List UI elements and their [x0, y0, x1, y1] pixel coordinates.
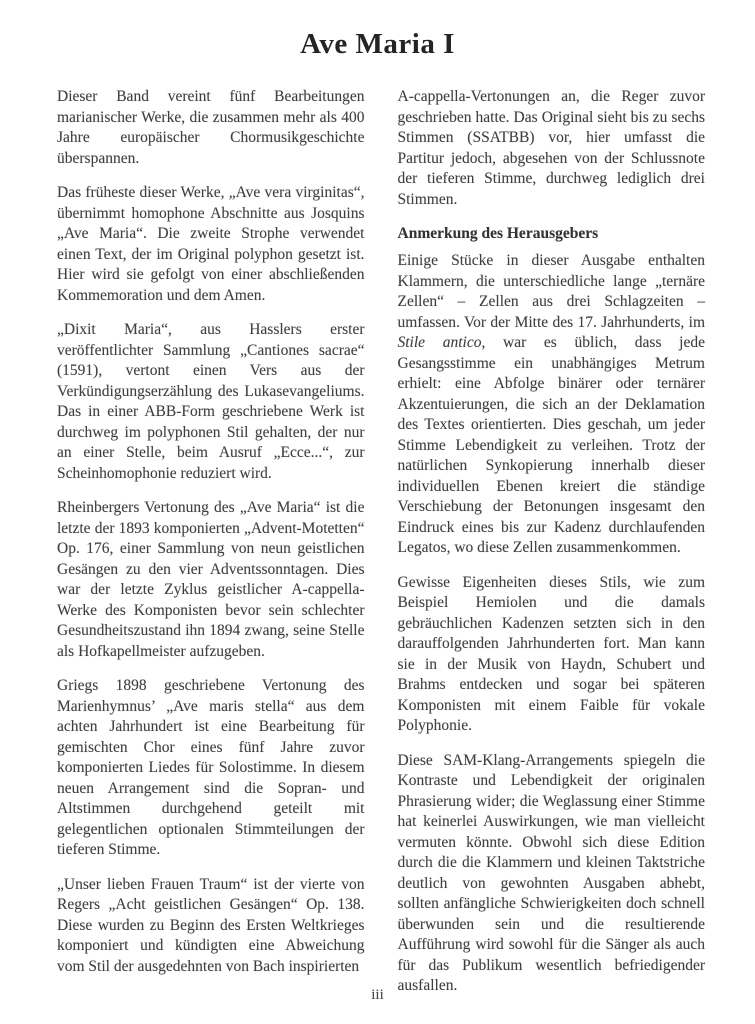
page-footer [0, 986, 755, 1004]
two-column-layout [0, 61, 755, 997]
editor-note-text-after: , war es üblich, dass jede Gesangsstimme ein unabhängiges Metrum erhielt: eine Abfolge binärer oder ternärer Akzentuierungen, die sich an der Deklamation des Textes orientierten. Dies geschah, um jeder Stimme Lebendigkeit zu verleihen. Trotz der natürlichen Synkopierung innerhalb dieser individuellen Ebenen kreiert die ständige Verschiebung der Betonungen insgesamt den Eindruck eines bis zur Kadenz durchlaufenden Legatos, wo diese Zellen zusammenkommen. [397, 334, 705, 556]
body-paragraph: „Unser lieben Frauen Traum“ ist der vierte von Regers „Acht geistlichen Gesängen“ Op. 138. Diese wurden zu Beginn des Ersten Weltkrieges komponiert und kündigten eine Abweichung vom Stil der ausgedehnten von Bach inspirierten [57, 875, 365, 975]
body-paragraph: Das früheste dieser Werke, „Ave vera virginitas“, übernimmt homophone Abschnitte aus Josquins „Ave Maria“. Die zweite Strophe verwendet einen Text, der im Original polyphon gesetzt ist. Hier wird sie gefolgt von einer abschließenden Kommemoration und dem Amen. [57, 184, 365, 304]
editor-note-paragraph [398, 251, 706, 559]
right-column [398, 87, 706, 997]
body-paragraph: „Dixit Maria“, aus Hasslers erster veröffentlichter Sammlung „Cantiones sacrae“ (1591), vertont einen Vers aus der Verkündigungserzählung des Lukasevangeliums. Das in einer ABB-Form geschriebene Werk ist durchweg im polyphonen Stil gehalten, der nur an einer Stelle, beim Ausruf „Ecce...“, zur Scheinhomophonie reduziert wird. [57, 321, 365, 482]
page-number: iii [371, 987, 384, 1003]
body-paragraph: Rheinbergers Vertonung des „Ave Maria“ ist die letzte der 1893 komponierten „Advent-Motetten“ Op. 176, einer Sammlung von neun geistlichen Gesängen zu den vier Adventssonntagen. Dies war der letzte Zyklus geistlicher A-cappella-Werke des Komponisten bevor sein schlechter Gesundheitszustand ihn 1894 zwang, seine Stelle als Hofkapellmeister aufzugeben. [57, 499, 365, 660]
section-heading: Anmerkung des Herausgebers [397, 225, 599, 242]
page-title: Ave Maria I [300, 28, 455, 60]
body-paragraph: Diese SAM-Klang-Arrangements spiegeln die Kontraste und Lebendigkeit der originalen Phrasierung wider; die Weglassung einer Stimme hat keinerlei Auswirkungen, wie man vielleicht vermuten könnte. Obwohl sich diese Edition durch die die Klammern und kleinen Taktstriche deutlich von gewohnten Ausgaben abhebt, sollten anfängliche Schwierigkeiten doch schnell überwunden sein und die resultierende Aufführung wird sowohl für die Sänger als auch für das Publikum wesentlich befriedigender ausfallen. [397, 751, 705, 994]
body-paragraph: Griegs 1898 geschriebene Vertonung des Marienhymnus’ „Ave maris stella“ aus dem achten Jahrhundert ist eine Bearbeitung für gemischten Chor eines fünf Jahre zuvor komponierten Liedes für Solostimme. In diesem neuen Arrangement sind die Sopran- und Altstimmen durchgehend geteilt mit gelegentlichen optionalen Stimmteilungen der tieferen Stimme. [57, 677, 365, 858]
italic-term: Stile antico [397, 334, 482, 351]
body-paragraph: Dieser Band vereint fünf Bearbeitungen marianischer Werke, die zusammen mehr als 400 Jahre europäischer Chormusikgeschichte überspannen. [57, 88, 365, 167]
editor-note-text-before: Einige Stücke in dieser Ausgabe enthalten Klammern, die unterschiedliche lange „ternäre Zellen“ – Zellen aus drei Schlagzeiten – umfassen. Vor der Mitte des 17. Jahrhunderts, im [397, 252, 705, 331]
body-paragraph: A-cappella-Vertonungen an, die Reger zuvor geschrieben hatte. Das Original sieht bis zu sechs Stimmen (SSATBB) vor, hier umfasst die Partitur jedoch, abgesehen von der Schlussnote der tieferen Stimme, durchweg lediglich drei Stimmen. [397, 88, 705, 208]
body-paragraph: Gewisse Eigenheiten dieses Stils, wie zum Beispiel Hemiolen und die damals gebräuchlichen Kadenzen setzten sich in den darauffolgenden Jahrhunderten fort. Man kann sie in der Musik von Haydn, Schubert und Brahms entdecken und sogar bei späteren Komponisten mit einem Faible für vokale Polyphonie. [397, 573, 705, 734]
left-column [57, 87, 365, 997]
